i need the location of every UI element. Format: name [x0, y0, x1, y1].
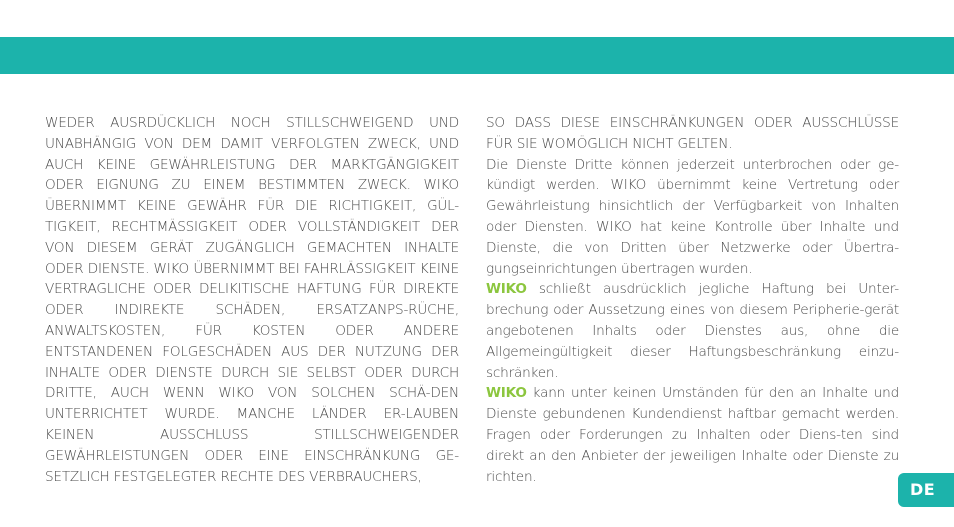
third-party-services-paragraph: Die Dienste Dritte können jederzeit unterbrochen oder ge-kündigt werden. WIKO übernimmt keine Vertretung oder Gewährleistung hinsichtlich der Verfügbarkeit von Inhalten oder Diensten. WIKO hat keine Kontrolle über Inhalte und Dienste, die von Dritten über Netzwerke oder Übertra-gungseinrichtungen übertragen wurden. — [486, 156, 899, 277]
brand-name: WIKO — [486, 281, 527, 298]
legal-paragraph-uppercase: WEDER AUSRDÜCKLICH NOCH STILLSCHWEIGEND UND UNABHÄNGIG VON DEM DAMIT VERFOLGTEN ZWECK, UND AUCH KEINE GEWÄHRLEISTUNG DER MARKTGÄNGIGKEIT ODER EIGNUNG ZU EINEM BESTIMMTEN ZWECK. WIKO ÜBERNIMMT KEINE GEWÄHR FÜR DIE RICHTIGKEIT, GÜL-TIGKEIT, RECHTMÄSSIGKEIT ODER VOLLSTÄNDIGKEIT DER VON DIESEM GERÄT ZUGÄNGLICH GEMACHTEN INHALTE ODER DIENSTE. WIKO ÜBERNIMMT BEI FAHRLÄSSIGKEIT KEINE VERTRAGLICHE ODER DELIKITISCHE HAFTUNG FÜR DIREKTE ODER INDIREKTE SCHÄDEN, ERSATZANPS-RÜCHE, ANWALTSKOSTEN, FÜR KOSTEN ODER ANDERE ENTSTANDENEN FOLGESCHÄDEN AUS DER NUTZUNG DER INHALTE ODER DIENSTE DURCH SIE SELBST ODER DURCH DRITTE, AUCH WENN WIKO VON SOLCHEN SCHÄ-DEN UNTERRICHTET WURDE. MANCHE LÄNDER ER-LAUBEN KEINEN AUSSCHLUSS STILLSCHWEIGENDER GEWÄHRLEISTUNGEN ODER EINE EINSCHRÄNKUNG GE-SETZLICH FESTGELEGTER RECHTE DES VERBRAUCHERS, — [45, 115, 459, 485]
right-text-column — [486, 113, 899, 487]
brand-name: WIKO — [486, 385, 527, 402]
customer-service-text: kann unter keinen Umständen für den an Inhalte und Dienste gebundenen Kundendienst haftbar gemacht werden. Fragen oder Forderungen zu Inhalten oder Diens-ten sind direkt an den Anbieter der jeweiligen Inhalte oder Dienste zu richten. — [486, 385, 899, 485]
liability-interruption-text: schließt ausdrücklich jegliche Haftung bei Unter-brechung oder Aussetzung eines von diesem Peripherie-gerät angebotenen Inhalts oder Dienstes aus, ohne die Allgemeingültigkeit dieser Haftungsbeschränkung einzu-schränken. — [486, 281, 899, 381]
language-tab: DE — [898, 473, 954, 507]
header-band — [0, 37, 954, 74]
legal-paragraph-uppercase-end: SO DASS DIESE EINSCHRÄNKUNGEN ODER AUSSCHLÜSSE FÜR SIE WOMÖGLICH NICHT GELTEN. — [486, 115, 899, 152]
customer-service-paragraph — [486, 383, 899, 487]
liability-interruption-paragraph — [486, 279, 899, 383]
left-text-column — [45, 113, 459, 487]
